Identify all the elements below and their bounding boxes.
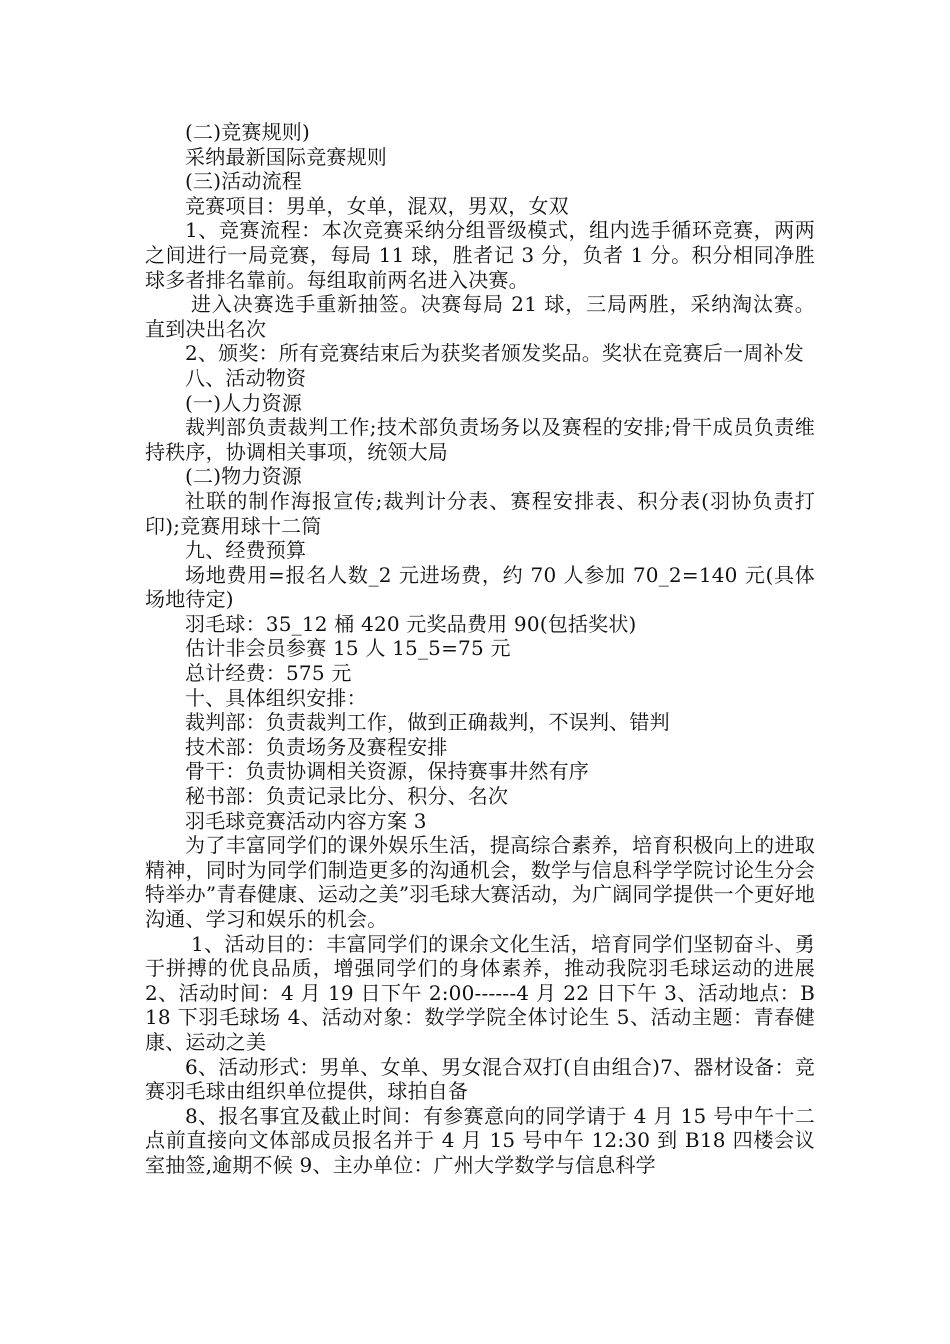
subsection-heading: (二)物力资源 xyxy=(185,464,303,489)
paragraph: (二)竞赛规则) xyxy=(185,120,311,144)
paragraph: 秘书部：负责记录比分、积分、名次 xyxy=(185,784,509,809)
document-title: 羽毛球竞赛活动内容方案 3 xyxy=(185,808,427,833)
paragraph: 总计经费：575 元 xyxy=(185,661,352,686)
paragraph: 8、报名事宜及截止时间：有参赛意向的同学请于 4 月 15 号中午十二点前直接向文体部成员报名并于 4 月 15 号中午 12:30 到 B18 四楼会议室抽签,逾期不候 9、主办单位：广州大学数学与信息科学 xyxy=(145,1103,815,1177)
document-body xyxy=(145,120,815,1178)
paragraph: 1、竞赛流程：本次竞赛采纳分组晋级模式，组内选手循环竞赛，两两之间进行一局竞赛，每局 11 球，胜者记 3 分，负者 1 分。积分相同净胜球多者排名靠前。每组取前两名进入决赛。 xyxy=(145,218,815,292)
subsection-heading: (一)人力资源 xyxy=(185,390,303,415)
paragraph: 估计非会员参赛 15 人 15_5=75 元 xyxy=(185,636,511,661)
paragraph: (三)活动流程 xyxy=(185,169,303,194)
paragraph: 裁判部负责裁判工作;技术部负责场务以及赛程的安排;骨干成员负责维持秩序，协调相关事项，统领大局 xyxy=(145,415,815,464)
paragraph: 竞赛项目：男单，女单，混双，男双，女双 xyxy=(185,193,569,218)
paragraph: 技术部：负责场务及赛程安排 xyxy=(185,734,448,759)
section-heading: 十、具体组织安排： xyxy=(185,685,367,710)
paragraph: 场地费用=报名人数_2 元进场费，约 70 人参加 70_2=140 元(具体场地待定) xyxy=(145,562,815,612)
paragraph: 2、颁奖：所有竞赛结束后为获奖者颁发奖品。奖状在竞赛后一周补发 xyxy=(185,341,804,366)
paragraph: 为了丰富同学们的课外娱乐生活，提高综合素养，培育积极向上的进取精神，同时为同学们制造更多的沟通机会，数学与信息科学学院讨论生分会特举办”青春健康、运动之美”羽毛球大赛活动，为广阔同学提供一个更好地沟通、学习和娱乐的机会。 xyxy=(145,833,815,931)
paragraph: 1、活动目的：丰富同学们的课余文化生活，培育同学们坚韧奋斗、勇于拼搏的优良品质，增强同学们的身体素养，推动我院羽毛球运动的进展 2、活动时间：4 月 19 日下午 2:00------4 月 22 日下午 3、活动地点：B18 下羽毛球场 4、活动对象：数学学院全体讨论生 5、活动主题：青春健康、运动之美 xyxy=(145,931,815,1054)
paragraph: 裁判部：负责裁判工作，做到正确裁判，不误判、错判 xyxy=(185,710,670,735)
paragraph: 骨干：负责协调相关资源，保持赛事井然有序 xyxy=(185,759,589,784)
paragraph: 社联的制作海报宣传;裁判计分表、赛程安排表、积分表(羽协负责打印);竞赛用球十二筒 xyxy=(145,488,815,538)
paragraph: 羽毛球：35_12 桶 420 元奖品费用 90(包括奖状) xyxy=(185,611,637,636)
paragraph: 6、活动形式：男单、女单、男女混合双打(自由组合)7、器材设备：竞赛羽毛球由组织单位提供，球拍自备 xyxy=(145,1054,815,1104)
paragraph: 进入决赛选手重新抽签。决赛每局 21 球，三局两胜，采纳淘汰赛。直到决出名次 xyxy=(145,292,815,341)
paragraph: 采纳最新国际竞赛规则 xyxy=(185,144,387,169)
section-heading: 八、活动物资 xyxy=(185,365,307,390)
section-heading: 九、经费预算 xyxy=(185,538,307,563)
